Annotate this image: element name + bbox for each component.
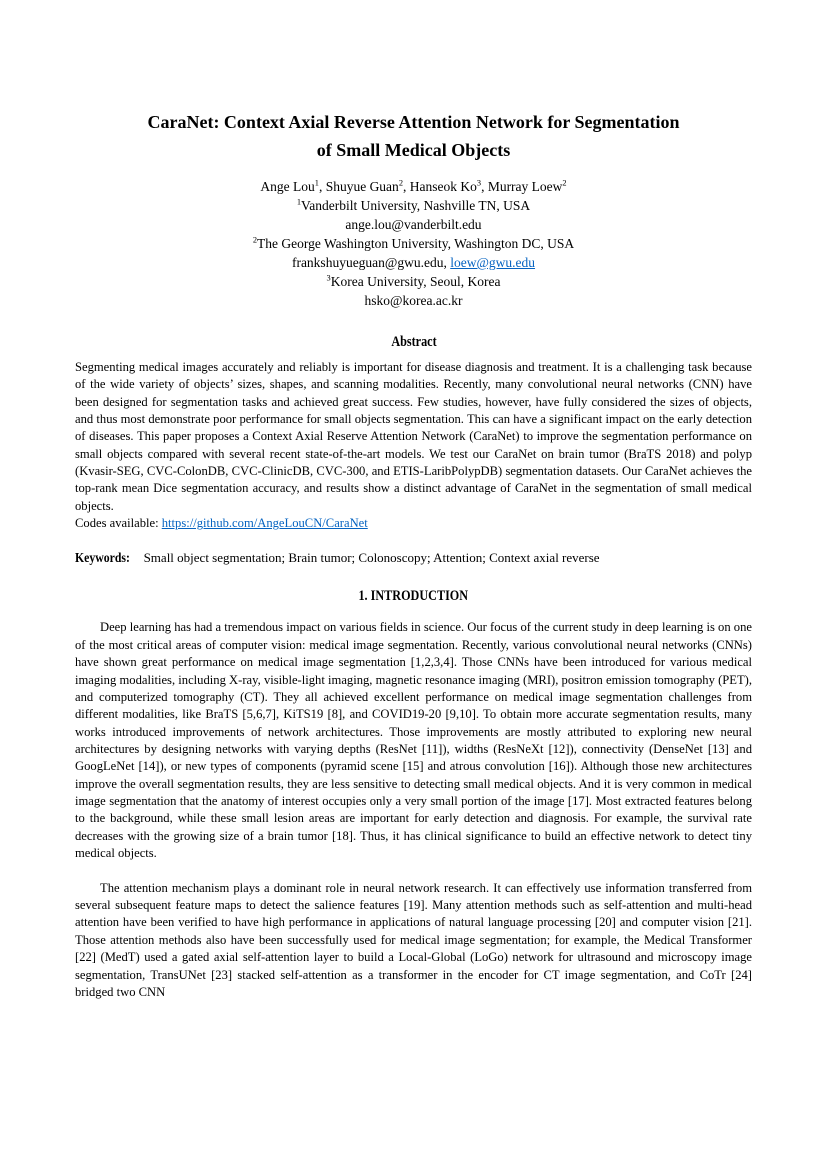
author-superscript: 2 — [562, 178, 567, 188]
affiliation-line-2 — [75, 234, 752, 253]
abstract-heading — [75, 333, 752, 351]
title-line-1: CaraNet: Context Axial Reverse Attention Network for Segmentation — [147, 112, 680, 133]
author-name: , Hanseok Ko — [403, 179, 477, 195]
affiliation-text: The George Washington University, Washington DC, USA — [257, 236, 575, 252]
affiliation-superscript: 1 — [296, 197, 302, 207]
email-line-1: ange.lou@vanderbilt.edu — [345, 217, 482, 233]
intro-paragraph-1: Deep learning has had a tremendous impact on various fields in science. Our focus of the current study in deep learning is on one of the most critical areas of computer vision: medical image segmentation. Recently, various convolutional neural networks (CNNs) have shown great performance on medical image segmentation [1,2,3,4]. Those CNNs have been introduced for various medical imaging modalities, including X-ray, visible-light imaging, magnetic resonance imaging (MRI), positron emission tomography (PET), and computerized tomography (CT). They all achieved excellent performance on medical image segmentation challenges from different modalities, like BraTS [5,6,7], KiTS19 [8], and COVID19-20 [9,10]. To obtain more accurate segmentation results, many works introduced improvements of network architectures. Those improvements are mostly attributed to exploring new neural architectures by designing networks with varying depths (ResNet [11]), widths (ResNeXt [12]), connectivity (DenseNet [13] and GoogLeNet [14]), or new types of components (pyramid scene [15] and atrous convolution [16]). Although those new architectures improve the overall segmentation results, they are less sensitive to detecting small medical objects. And it is very common in medical image segmentation that the anatomy of interest occupies only a very small portion of the image [17]. Most extracted features belong to the background, while these small lesion areas are important for early detection and diagnosis. For example, the survival rate decreases with the growing size of a brain tumor [18]. Thus, it has clinical significance to build an effective network to detect tiny medical objects. — [75, 620, 752, 860]
author-name: Ange Lou — [260, 179, 315, 195]
affiliation-line-1 — [75, 196, 752, 215]
page-title — [75, 108, 752, 164]
codes-available-label: Codes available: — [75, 516, 162, 531]
introduction-heading — [75, 587, 752, 605]
affiliation-superscript: 3 — [326, 273, 331, 283]
introduction-heading-label: 1. INTRODUCTION — [358, 588, 469, 605]
affiliation-text: Korea University, Seoul, Korea — [330, 274, 501, 290]
affiliation-superscript: 2 — [252, 235, 257, 245]
keywords-text: Small object segmentation; Brain tumor; Colonoscopy; Attention; Context axial reverse — [143, 550, 600, 566]
email-text: frankshuyueguan@gwu.edu, — [291, 255, 451, 271]
affiliation-text: Vanderbilt University, Nashville TN, USA — [301, 198, 531, 214]
keywords-label: Keywords: — [75, 551, 130, 567]
author-superscript: 3 — [476, 178, 482, 188]
author-superscript: 2 — [398, 178, 403, 188]
author-name: , Shuyue Guan — [318, 179, 399, 195]
abstract-body-text: Segmenting medical images accurately and reliably is important for disease diagnosis and treatment. It is a challenging task because of the wide variety of objects’ sizes, shapes, and scanning modalities. Recently, many convolutional neural networks (CNN) have been designed for segmentation tasks and achieved great success. Few studies, however, have fully considered the sizes of objects, and thus most demonstrate poor performance for small objects segmentation. This can have a significant impact on the early detection of diseases. This paper proposes a Context Axial Reserve Attention Network (CaraNet) to improve the segmentation performance on small objects compared with several recent state-of-the-art models. We test our CaraNet on brain tumor (BraTS 2018) and polyp (Kvasir-SEG, CVC-ColonDB, CVC-ClinicDB, CVC-300, and ETIS-LaribPolypDB) segmentation datasets. Our CaraNet achieves the top-rank mean Dice segmentation accuracy, and results show a distinct advantage of CaraNet in the segmentation of small medical objects. — [75, 360, 752, 513]
github-link[interactable]: https://github.com/AngeLouCN/CaraNet — [161, 516, 368, 531]
email-link[interactable]: loew@gwu.edu — [450, 255, 536, 271]
affiliation-line-3 — [75, 272, 752, 291]
abstract-text — [75, 359, 752, 515]
author-superscript: 1 — [314, 178, 319, 188]
email-line-2 — [75, 253, 752, 272]
author-affiliation-block — [75, 177, 752, 310]
title-line-2: of Small Medical Objects — [316, 140, 511, 161]
authors-line — [75, 177, 752, 196]
keywords-line — [75, 549, 752, 568]
author-name: , Murray Loew — [481, 179, 563, 195]
intro-paragraph-2: The attention mechanism plays a dominant role in neural network research. It can effectively use information transferred from several subsequent feature maps to detect the salience features [19]. Many attention methods such as self-attention and multi-head attention have been verified to have high performance in applications of natural language processing [20] and computer vision [21]. Those attention methods also have been successfully used for medical image segmentation; for example, the Medical Transformer [22] (MedT) used a gated axial self-attention layer to build a Local-Global (LoGo) network for ultrasound and microscopy image segmentation, TransUNet [23] stacked self-attention as a transformer in the encoder for CT image segmentation, and CoTr [24] bridged two CNN — [75, 880, 752, 999]
codes-available-line — [75, 515, 752, 532]
abstract-heading-label: Abstract — [390, 334, 437, 351]
email-line-3: hsko@korea.ac.kr — [364, 293, 463, 309]
